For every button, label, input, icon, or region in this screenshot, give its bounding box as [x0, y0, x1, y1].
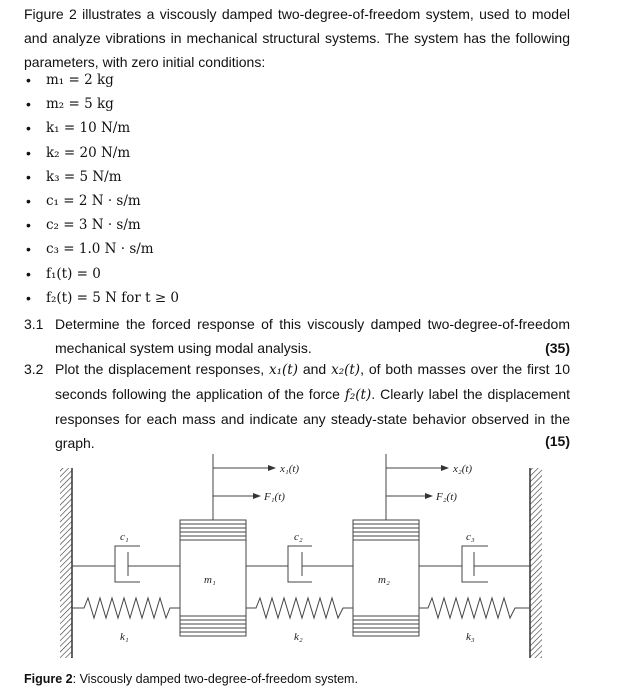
right-wall: [530, 468, 542, 658]
f1-label: F₁(t): [264, 491, 285, 503]
parameter-item: • f₁(t) = 0: [24, 262, 570, 286]
question-marks: (15): [545, 433, 570, 449]
parameter-value: c₂ = 3 N · s/m: [46, 217, 141, 234]
parameter-value: f₁(t) = 0: [46, 265, 101, 282]
parameter-item: • k₁ = 10 N/m: [24, 116, 570, 140]
question-number: 3.1: [24, 316, 44, 332]
parameter-item: • m₁ = 2 kg: [24, 68, 570, 92]
question-text: Determine the forced response of this viscously damped two-degree-of-freedom mechanical system using modal analysis.: [55, 316, 570, 356]
damper-c2: [246, 546, 353, 582]
c2-label: c₂: [294, 531, 303, 543]
caption-text: : Viscously damped two-degree-of-freedom system.: [72, 672, 358, 686]
parameter-value: c₁ = 2 N · s/m: [46, 192, 141, 209]
x2-symbol: x₂(t): [331, 362, 361, 378]
f2-arrow: [425, 493, 433, 499]
k2-label: k₂: [294, 631, 303, 643]
parameter-value: k₂ = 20 N/m: [46, 144, 131, 161]
parameter-item: • k₂ = 20 N/m: [24, 141, 570, 165]
parameter-item: • k₃ = 5 N/m: [24, 165, 570, 189]
x1-label: x₁(t): [280, 463, 300, 475]
parameter-value: k₁ = 10 N/m: [46, 120, 131, 137]
c3-label: c₃: [466, 531, 475, 543]
f2-symbol: f₂(t): [344, 387, 372, 403]
parameter-item: • c₃ = 1.0 N · s/m: [24, 237, 570, 261]
parameter-value: f₂(t) = 5 N for t ≥ 0: [46, 289, 180, 306]
parameter-value: m₁ = 2 kg: [46, 72, 114, 88]
parameter-list: [24, 68, 570, 310]
x1-symbol: x₁(t): [269, 362, 298, 378]
intro-paragraph: Figure 2 illustrates a viscously damped two-degree-of-freedom system, used to model and analyze vibrations in mechanical structural systems. The system has the following parameters, with zero initial conditions:: [24, 6, 570, 70]
damper-c1: [72, 546, 180, 582]
question-3-1: [24, 312, 570, 360]
k3-label: k₃: [466, 631, 475, 643]
m1-label: m₁: [204, 574, 216, 586]
figure-caption: [24, 672, 358, 686]
k1-label: k₁: [120, 631, 129, 643]
parameter-item: • c₂ = 3 N · s/m: [24, 213, 570, 237]
question-text: Plot the displacement responses, x₁(t) and x₂(t), of both masses over the first 10 seconds following the application of the force f₂(t). Clearly label the displacement responses for each mass and indicate any steady-state behavior observed in the graph.: [55, 361, 570, 451]
m2-label: m₂: [378, 574, 390, 586]
question-3-2: [24, 357, 570, 453]
f2-label: F₂(t): [436, 491, 457, 503]
parameter-item: • f₂(t) = 5 N for t ≥ 0: [24, 286, 570, 310]
x2-arrow: [441, 465, 449, 471]
question-marks: (35): [545, 340, 570, 356]
parameter-value: m₂ = 5 kg: [46, 96, 114, 113]
spring-k1: [72, 598, 180, 618]
spring-k3: [419, 598, 530, 618]
f1-arrow: [253, 493, 261, 499]
caption-label: Figure 2: [24, 672, 73, 686]
left-wall: [60, 468, 72, 658]
question-number: 3.2: [24, 361, 44, 377]
x2-label: x₂(t): [453, 463, 473, 475]
parameter-value: k₃ = 5 N/m: [46, 168, 122, 185]
c1-label: c₁: [120, 531, 129, 543]
damper-c3: [419, 546, 530, 582]
two-dof-system-diagram: [60, 448, 550, 662]
parameter-item: • m₂ = 5 kg: [24, 92, 570, 116]
x1-arrow: [268, 465, 276, 471]
parameter-item: • c₁ = 2 N · s/m: [24, 189, 570, 213]
parameter-value: c₃ = 1.0 N · s/m: [46, 241, 154, 258]
spring-k2: [246, 598, 353, 618]
